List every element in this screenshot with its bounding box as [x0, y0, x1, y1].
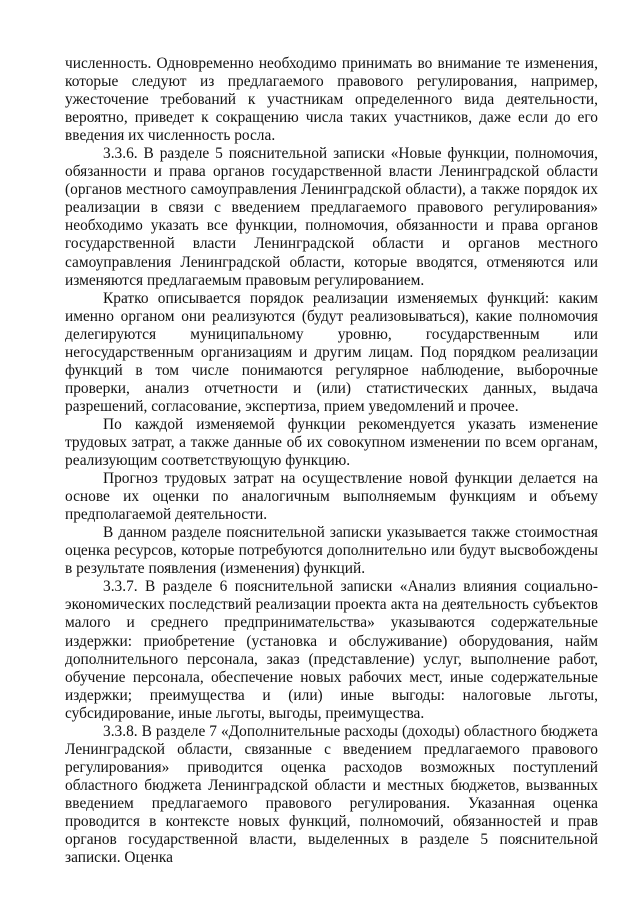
paragraph-resource-estimate: В данном разделе пояснительной записки указывается также стоимостная оценка ресурсов, которые потребуются дополнительно или будут высвобождены в результате появления (изменения) функций. [65, 524, 598, 578]
paragraph-labor-forecast: Прогноз трудовых затрат на осуществление новой функции делается на основе их оценки по аналогичным выполняемым функциям и объему предполагаемой деятельности. [65, 470, 598, 524]
paragraph-continuation: численность. Одновременно необходимо принимать во внимание те изменения, которые следуют из предлагаемого правового регулирования, например, ужесточение требований к участникам определенного вида деятельности, вероятно, приведет к сокращению числа таких участников, даже если до его введения их численность росла. [65, 55, 598, 145]
paragraph-3-3-8: 3.3.8. В разделе 7 «Дополнительные расходы (доходы) областного бюджета Ленинградской области, связанные с введением предлагаемого правового регулирования» приводится оценка расходов возможных поступлений областного бюджета Ленинградской области и местных бюджетов, вызванных введением предлагаемого правового регулирования. Указанная оценка проводится в контексте новых функций, полномочий, обязанностей и прав органов государственной власти, выделенных в разделе 5 пояснительной записки. Оценка [65, 722, 598, 867]
paragraph-3-3-6: 3.3.6. В разделе 5 пояснительной записки «Новые функции, полномочия, обязанности и права органов государственной власти Ленинградской области (органов местного самоуправления Ленинградской области), а также порядок их реализации в связи с введением предлагаемого правового регулирования» необходимо указать все функции, полномочия, обязанности и права органов государственной власти Ленинградской области и органов местного самоуправления Ленинградской области, которые вводятся, отменяются или изменяются предлагаемым правовым регулированием. [65, 145, 598, 289]
paragraph-labor-costs: По каждой изменяемой функции рекомендуется указать изменение трудовых затрат, а также данные об их совокупном изменении по всем органам, реализующим соответствующую функцию. [65, 415, 598, 470]
paragraph-3-3-7: 3.3.7. В разделе 6 пояснительной записки «Анализ влияния социально-экономических последствий реализации проекта акта на деятельность субъектов малого и среднего предпринимательства» указываются содержательные издержки: приобретение (установка и обслуживание) оборудования, найм дополнительного персонала, заказ (представление) услуг, выполнение работ, обучение персонала, обеспечение новых рабочих мест, иные содержательные издержки; преимущества и (или) иные выгоды: налоговые льготы, субсидирование, иные льготы, выгоды, преимущества. [65, 578, 598, 722]
paragraph-functions-order: Кратко описывается порядок реализации изменяемых функций: каким именно органом они реализуются (будут реализовываться), какие полномочия делегируются муниципальному уровню, государственным или негосударственным организациям и другим лицам. Под порядком реализации функций в том числе понимаются регулярное наблюдение, выборочные проверки, анализ отчетности и (или) статистических данных, выдача разрешений, согласование, экспертиза, прием уведомлений и прочее. [65, 289, 598, 415]
